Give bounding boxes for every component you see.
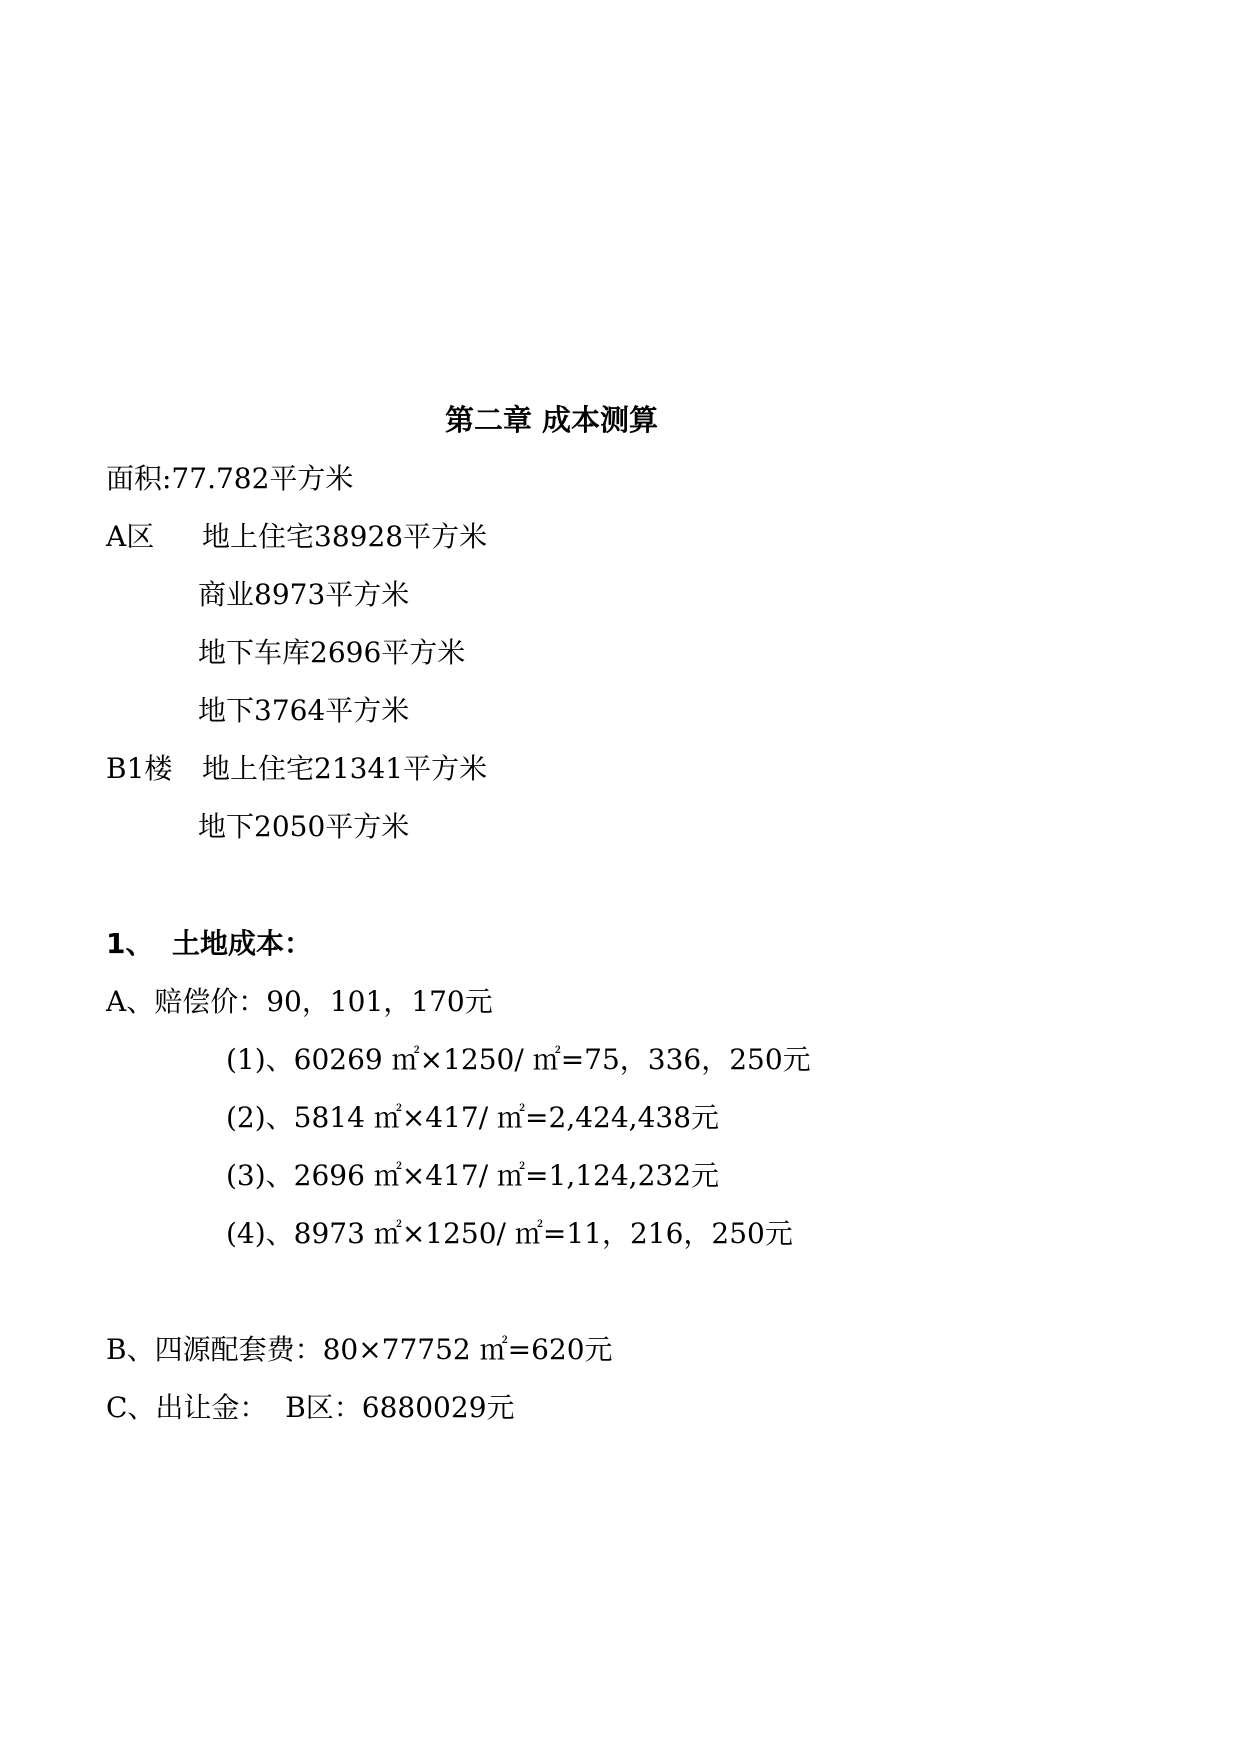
calc-line: (1)、60269 ㎡×1250/ ㎡=75，336，250元 <box>226 1043 811 1076</box>
page-title: 第二章 成本测算 <box>444 403 659 437</box>
area-line: 面积:77.782平方米 <box>106 462 354 495</box>
compensation-line: A、赔偿价：90，101，170元 <box>106 985 493 1018</box>
section-heading: 土地成本： <box>172 927 313 960</box>
section-number: 1、 <box>106 927 154 960</box>
supporting-fee-line: B、四源配套费：80×77752 ㎡=620元 <box>106 1333 613 1366</box>
zone-a-item: 商业8973平方米 <box>198 578 410 611</box>
zone-b1-label: B1楼 <box>106 752 173 785</box>
transfer-fee-line: C、出让金： B区：6880029元 <box>106 1391 515 1424</box>
zone-a-item: 地上住宅38928平方米 <box>202 520 488 553</box>
zone-b1-item: 地下2050平方米 <box>198 810 410 843</box>
zone-a-item: 地下车库2696平方米 <box>198 636 466 669</box>
calc-line: (4)、8973 ㎡×1250/ ㎡=11，216，250元 <box>226 1217 793 1250</box>
zone-a-label: A区 <box>106 520 155 553</box>
zone-a-item: 地下3764平方米 <box>198 694 410 727</box>
zone-b1-item: 地上住宅21341平方米 <box>202 752 488 785</box>
calc-line: (3)、2696 ㎡×417/ ㎡=1,124,232元 <box>226 1159 720 1192</box>
calc-line: (2)、5814 ㎡×417/ ㎡=2,424,438元 <box>226 1101 720 1134</box>
